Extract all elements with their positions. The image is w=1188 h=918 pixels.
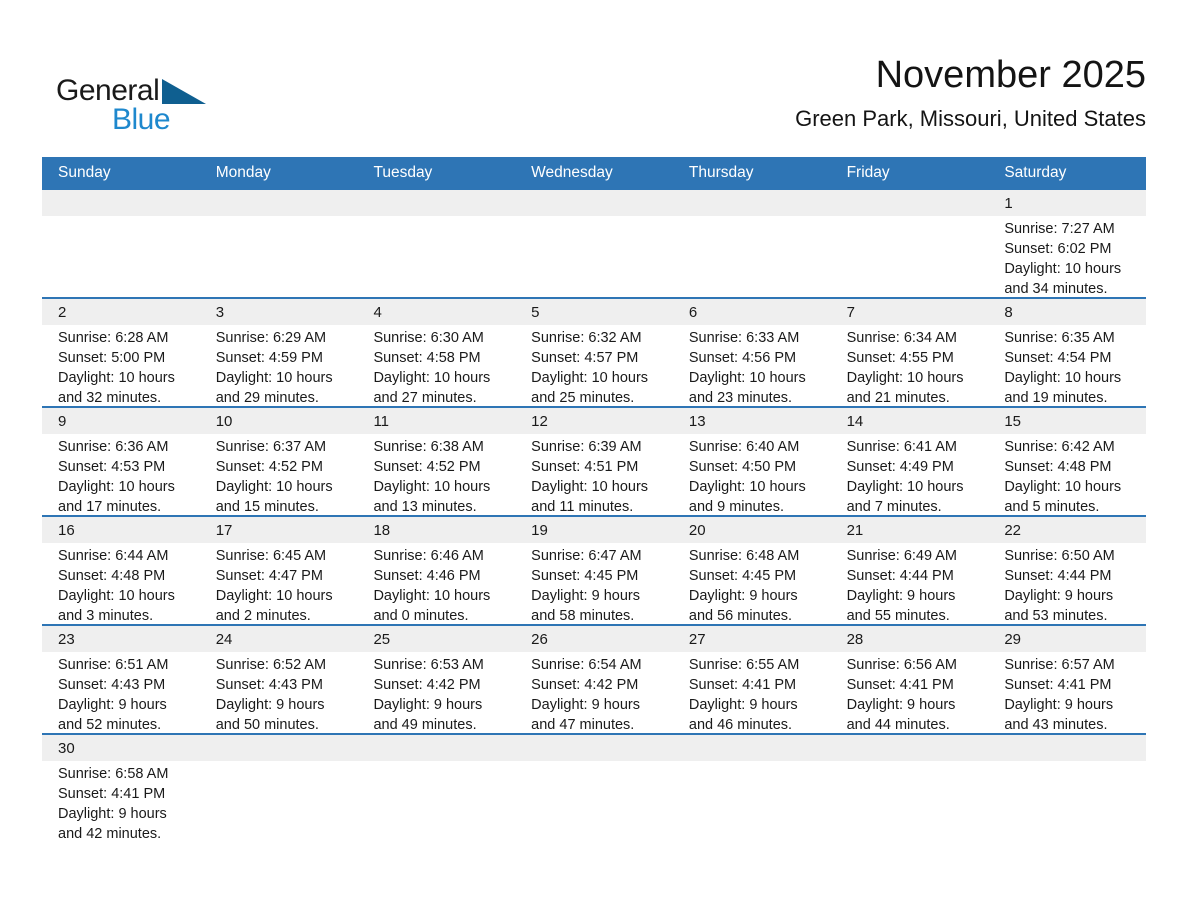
day-number: 4 <box>373 304 382 321</box>
daylight-text-2: and 44 minutes. <box>846 717 950 733</box>
daylight-text-1: Daylight: 9 hours <box>1004 588 1114 604</box>
day-details <box>1004 219 1142 297</box>
sunrise-text: Sunrise: 6:48 AM <box>688 548 800 564</box>
sunset-text: Sunset: 4:56 PM <box>688 350 797 366</box>
daylight-text-1: Daylight: 10 hours <box>1004 261 1122 277</box>
day-number: 23 <box>58 631 75 648</box>
day-cell-10 <box>200 408 358 515</box>
sunset-text: Sunset: 4:42 PM <box>531 677 639 693</box>
day-number: 21 <box>846 522 864 539</box>
day-cell-empty <box>673 735 831 842</box>
day-number: 17 <box>215 522 233 539</box>
sunset-text: Sunset: 4:55 PM <box>846 350 954 366</box>
sunset-text: Sunset: 4:44 PM <box>1004 568 1112 584</box>
sunset-text: Sunset: 4:49 PM <box>846 459 954 475</box>
sunset-text: Sunset: 4:41 PM <box>1004 677 1112 693</box>
daylight-text-1: Daylight: 10 hours <box>531 370 649 386</box>
daylight-text-2: and 13 minutes. <box>373 499 477 515</box>
day-details <box>531 437 669 515</box>
day-number: 30 <box>58 740 75 757</box>
day-number: 2 <box>58 304 67 321</box>
page-title: November 2025 <box>875 54 1146 96</box>
logo-triangle-icon <box>162 79 206 104</box>
day-cell-30 <box>42 735 200 842</box>
calendar-page <box>42 0 1146 842</box>
day-number: 27 <box>688 631 706 648</box>
day-number: 9 <box>58 413 67 430</box>
sunrise-text: Sunrise: 7:27 AM <box>1004 221 1115 237</box>
daylight-text-1: Daylight: 10 hours <box>846 370 964 386</box>
sunrise-text: Sunrise: 6:32 AM <box>531 330 642 346</box>
day-cell-14 <box>831 408 989 515</box>
day-details <box>847 437 985 515</box>
day-cell-empty <box>673 190 831 297</box>
daylight-text-1: Daylight: 10 hours <box>1004 370 1122 386</box>
day-cell-empty <box>200 735 358 842</box>
day-cell-empty <box>831 190 989 297</box>
day-cell-2 <box>42 299 200 406</box>
week-row-6 <box>42 733 1146 842</box>
sunset-text: Sunset: 4:59 PM <box>215 350 323 366</box>
sunset-text: Sunset: 5:00 PM <box>58 350 166 366</box>
day-cell-empty <box>515 190 673 297</box>
daylight-text-1: Daylight: 10 hours <box>531 479 649 495</box>
daylight-text-2: and 52 minutes. <box>58 717 162 733</box>
sunset-text: Sunset: 4:41 PM <box>58 786 166 802</box>
day-number-empty <box>373 190 511 216</box>
day-cell-9 <box>42 408 200 515</box>
daylight-text-1: Daylight: 10 hours <box>1004 479 1122 495</box>
day-cell-13 <box>673 408 831 515</box>
daylight-text-1: Daylight: 10 hours <box>688 370 806 386</box>
weekday-label-wednesday: Wednesday <box>531 163 613 181</box>
daylight-text-2: and 15 minutes. <box>215 499 319 515</box>
weekday-label-saturday: Saturday <box>1004 163 1067 181</box>
daylight-text-2: and 29 minutes. <box>215 390 319 406</box>
sunrise-text: Sunrise: 6:54 AM <box>531 657 642 673</box>
day-number: 5 <box>531 304 540 321</box>
daylight-text-2: and 43 minutes. <box>1004 717 1108 733</box>
sunrise-text: Sunrise: 6:58 AM <box>58 766 169 782</box>
daylight-text-2: and 58 minutes. <box>531 608 635 624</box>
sunrise-text: Sunrise: 6:53 AM <box>373 657 484 673</box>
day-number: 28 <box>846 631 864 648</box>
day-number: 12 <box>531 413 548 430</box>
day-cell-11 <box>357 408 515 515</box>
daylight-text-2: and 25 minutes. <box>531 390 635 406</box>
day-details <box>1004 546 1142 624</box>
sunrise-text: Sunrise: 6:29 AM <box>215 330 327 346</box>
daylight-text-1: Daylight: 10 hours <box>58 479 175 495</box>
day-cell-29 <box>988 626 1146 733</box>
day-cell-19 <box>515 517 673 624</box>
week-row-2 <box>42 297 1146 406</box>
sunset-text: Sunset: 4:42 PM <box>373 677 481 693</box>
daylight-text-2: and 5 minutes. <box>1004 499 1100 515</box>
day-number-empty <box>58 190 196 216</box>
logo-text-general: General <box>56 74 160 107</box>
daylight-text-2: and 49 minutes. <box>373 717 477 733</box>
day-details <box>531 655 669 733</box>
sunset-text: Sunset: 4:44 PM <box>846 568 954 584</box>
day-cell-25 <box>357 626 515 733</box>
day-details <box>216 655 354 733</box>
day-cell-27 <box>673 626 831 733</box>
daylight-text-2: and 11 minutes. <box>531 499 634 515</box>
day-cell-20 <box>673 517 831 624</box>
daylight-text-2: and 23 minutes. <box>688 390 793 406</box>
sunrise-text: Sunrise: 6:28 AM <box>58 330 169 346</box>
sunset-text: Sunset: 4:45 PM <box>688 568 797 584</box>
sunset-text: Sunset: 4:43 PM <box>215 677 323 693</box>
sunrise-text: Sunrise: 6:51 AM <box>58 657 169 673</box>
daylight-text-2: and 9 minutes. <box>688 499 784 515</box>
week-row-1 <box>42 188 1146 297</box>
sunset-text: Sunset: 4:45 PM <box>531 568 639 584</box>
weekday-label-thursday: Thursday <box>688 163 754 181</box>
daylight-text-2: and 53 minutes. <box>1004 608 1108 624</box>
day-number: 7 <box>846 304 855 321</box>
day-number: 24 <box>215 631 233 648</box>
weekday-header-row <box>42 157 1146 188</box>
sunrise-text: Sunrise: 6:46 AM <box>373 548 484 564</box>
daylight-text-1: Daylight: 9 hours <box>688 588 798 604</box>
day-number: 10 <box>215 413 233 430</box>
daylight-text-1: Daylight: 9 hours <box>688 697 798 713</box>
day-number: 14 <box>846 413 864 430</box>
daylight-text-2: and 19 minutes. <box>1004 390 1108 406</box>
day-cell-18 <box>357 517 515 624</box>
day-cell-empty <box>42 190 200 297</box>
weekday-label-monday: Monday <box>215 163 271 181</box>
sunrise-text: Sunrise: 6:57 AM <box>1004 657 1115 673</box>
day-number: 22 <box>1004 522 1021 539</box>
page-subtitle: Green Park, Missouri, United States <box>795 106 1146 131</box>
day-cell-17 <box>200 517 358 624</box>
general-blue-logo <box>56 74 276 140</box>
daylight-text-1: Daylight: 10 hours <box>688 479 806 495</box>
title-block <box>795 54 1146 132</box>
sunrise-text: Sunrise: 6:35 AM <box>1004 330 1115 346</box>
day-cell-26 <box>515 626 673 733</box>
daylight-text-2: and 2 minutes. <box>215 608 311 624</box>
day-details <box>216 328 354 406</box>
week-row-5 <box>42 624 1146 733</box>
day-cell-22 <box>988 517 1146 624</box>
daylight-text-2: and 56 minutes. <box>688 608 793 624</box>
sunset-text: Sunset: 4:47 PM <box>215 568 323 584</box>
day-number: 11 <box>373 413 390 430</box>
day-number: 29 <box>1004 631 1021 648</box>
day-details <box>1004 437 1142 515</box>
day-number-empty <box>373 735 511 761</box>
sunset-text: Sunset: 4:54 PM <box>1004 350 1112 366</box>
day-cell-12 <box>515 408 673 515</box>
day-number: 16 <box>58 522 75 539</box>
day-number: 13 <box>688 413 706 430</box>
daylight-text-1: Daylight: 9 hours <box>531 697 640 713</box>
day-cell-28 <box>831 626 989 733</box>
sunset-text: Sunset: 4:52 PM <box>215 459 323 475</box>
day-number: 26 <box>531 631 548 648</box>
day-number-empty <box>531 190 669 216</box>
sunrise-text: Sunrise: 6:42 AM <box>1004 439 1115 455</box>
day-details <box>1004 328 1142 406</box>
week-row-3 <box>42 406 1146 515</box>
day-cell-empty <box>357 735 515 842</box>
day-details <box>58 764 196 842</box>
daylight-text-2: and 0 minutes. <box>373 608 469 624</box>
day-number: 1 <box>1004 195 1013 212</box>
day-number-empty <box>216 735 354 761</box>
day-details <box>847 655 985 733</box>
day-cell-16 <box>42 517 200 624</box>
daylight-text-2: and 47 minutes. <box>531 717 635 733</box>
sunrise-text: Sunrise: 6:56 AM <box>846 657 958 673</box>
sunrise-text: Sunrise: 6:30 AM <box>373 330 484 346</box>
day-number: 20 <box>688 522 706 539</box>
day-cell-empty <box>200 190 358 297</box>
daylight-text-1: Daylight: 9 hours <box>846 588 956 604</box>
sunset-text: Sunset: 4:58 PM <box>373 350 481 366</box>
calendar-grid <box>42 157 1146 842</box>
day-details <box>847 328 985 406</box>
sunset-text: Sunset: 6:02 PM <box>1004 241 1112 257</box>
day-cell-7 <box>831 299 989 406</box>
day-details <box>689 655 827 733</box>
day-details <box>531 328 669 406</box>
daylight-text-1: Daylight: 10 hours <box>58 370 175 386</box>
daylight-text-2: and 55 minutes. <box>846 608 950 624</box>
day-details <box>216 546 354 624</box>
day-number-empty <box>689 190 827 216</box>
day-details <box>689 328 827 406</box>
sunset-text: Sunset: 4:48 PM <box>58 568 166 584</box>
daylight-text-1: Daylight: 10 hours <box>58 588 175 604</box>
daylight-text-2: and 34 minutes. <box>1004 281 1108 297</box>
sunset-text: Sunset: 4:53 PM <box>58 459 166 475</box>
calendar-weeks <box>42 188 1146 842</box>
day-cell-5 <box>515 299 673 406</box>
day-number: 19 <box>531 522 548 539</box>
sunrise-text: Sunrise: 6:49 AM <box>846 548 958 564</box>
logo-text-blue: Blue <box>112 103 171 136</box>
sunset-text: Sunset: 4:51 PM <box>531 459 639 475</box>
day-number: 25 <box>373 631 391 648</box>
day-details <box>58 655 196 733</box>
sunrise-text: Sunrise: 6:39 AM <box>531 439 642 455</box>
daylight-text-2: and 46 minutes. <box>688 717 793 733</box>
day-details <box>58 546 196 624</box>
weekday-label-sunday: Sunday <box>58 163 111 181</box>
sunset-text: Sunset: 4:41 PM <box>846 677 954 693</box>
daylight-text-2: and 50 minutes. <box>215 717 319 733</box>
daylight-text-1: Daylight: 10 hours <box>846 479 964 495</box>
day-number-empty <box>847 735 985 761</box>
weekday-label-tuesday: Tuesday <box>373 163 433 181</box>
weekday-label-friday: Friday <box>846 163 890 181</box>
day-cell-6 <box>673 299 831 406</box>
day-cell-21 <box>831 517 989 624</box>
sunset-text: Sunset: 4:41 PM <box>688 677 797 693</box>
day-cell-empty <box>515 735 673 842</box>
daylight-text-1: Daylight: 10 hours <box>373 370 491 386</box>
daylight-text-1: Daylight: 9 hours <box>58 806 167 822</box>
daylight-text-1: Daylight: 9 hours <box>215 697 325 713</box>
day-details <box>373 437 511 515</box>
day-cell-23 <box>42 626 200 733</box>
sunrise-text: Sunrise: 6:45 AM <box>215 548 327 564</box>
day-cell-1 <box>988 190 1146 297</box>
day-number: 18 <box>373 522 391 539</box>
day-details <box>58 437 196 515</box>
day-details <box>58 328 196 406</box>
day-details <box>373 655 511 733</box>
day-details <box>689 437 827 515</box>
day-number-empty <box>216 190 354 216</box>
daylight-text-2: and 27 minutes. <box>373 390 477 406</box>
day-cell-8 <box>988 299 1146 406</box>
sunrise-text: Sunrise: 6:52 AM <box>215 657 327 673</box>
sunrise-text: Sunrise: 6:55 AM <box>688 657 800 673</box>
day-details <box>531 546 669 624</box>
daylight-text-1: Daylight: 10 hours <box>215 479 333 495</box>
sunrise-text: Sunrise: 6:44 AM <box>58 548 169 564</box>
day-number-empty <box>689 735 827 761</box>
sunrise-text: Sunrise: 6:47 AM <box>531 548 642 564</box>
day-number-empty <box>847 190 985 216</box>
day-number: 6 <box>688 304 698 321</box>
day-number-empty <box>1004 735 1142 761</box>
sunrise-text: Sunrise: 6:36 AM <box>58 439 169 455</box>
week-row-4 <box>42 515 1146 624</box>
sunrise-text: Sunrise: 6:37 AM <box>215 439 327 455</box>
day-number: 8 <box>1004 304 1013 321</box>
daylight-text-1: Daylight: 9 hours <box>58 697 167 713</box>
sunset-text: Sunset: 4:48 PM <box>1004 459 1112 475</box>
daylight-text-1: Daylight: 10 hours <box>373 588 491 604</box>
daylight-text-2: and 7 minutes. <box>846 499 942 515</box>
day-details <box>373 328 511 406</box>
sunrise-text: Sunrise: 6:33 AM <box>688 330 800 346</box>
daylight-text-2: and 42 minutes. <box>58 826 162 842</box>
day-cell-15 <box>988 408 1146 515</box>
sunrise-text: Sunrise: 6:38 AM <box>373 439 484 455</box>
day-number: 3 <box>215 304 225 321</box>
day-number-empty <box>531 735 669 761</box>
sunrise-text: Sunrise: 6:41 AM <box>846 439 958 455</box>
daylight-text-1: Daylight: 10 hours <box>215 370 333 386</box>
sunrise-text: Sunrise: 6:50 AM <box>1004 548 1115 564</box>
sunset-text: Sunset: 4:50 PM <box>688 459 797 475</box>
day-details <box>847 546 985 624</box>
day-number: 15 <box>1004 413 1021 430</box>
day-details <box>373 546 511 624</box>
daylight-text-2: and 21 minutes. <box>846 390 950 406</box>
day-cell-empty <box>988 735 1146 842</box>
day-details <box>1004 655 1142 733</box>
daylight-text-2: and 17 minutes. <box>58 499 162 515</box>
day-cell-empty <box>831 735 989 842</box>
day-cell-24 <box>200 626 358 733</box>
daylight-text-1: Daylight: 10 hours <box>215 588 333 604</box>
day-details <box>689 546 827 624</box>
daylight-text-2: and 3 minutes. <box>58 608 154 624</box>
daylight-text-1: Daylight: 9 hours <box>531 588 640 604</box>
sunset-text: Sunset: 4:46 PM <box>373 568 481 584</box>
day-details <box>216 437 354 515</box>
sunset-text: Sunset: 4:52 PM <box>373 459 481 475</box>
sunset-text: Sunset: 4:43 PM <box>58 677 166 693</box>
day-cell-3 <box>200 299 358 406</box>
daylight-text-1: Daylight: 9 hours <box>373 697 483 713</box>
daylight-text-1: Daylight: 9 hours <box>846 697 956 713</box>
daylight-text-2: and 32 minutes. <box>58 390 162 406</box>
day-cell-empty <box>357 190 515 297</box>
sunrise-text: Sunrise: 6:40 AM <box>688 439 800 455</box>
daylight-text-1: Daylight: 9 hours <box>1004 697 1114 713</box>
sunrise-text: Sunrise: 6:34 AM <box>846 330 958 346</box>
day-cell-4 <box>357 299 515 406</box>
daylight-text-1: Daylight: 10 hours <box>373 479 491 495</box>
page-header <box>42 0 1146 157</box>
sunset-text: Sunset: 4:57 PM <box>531 350 639 366</box>
